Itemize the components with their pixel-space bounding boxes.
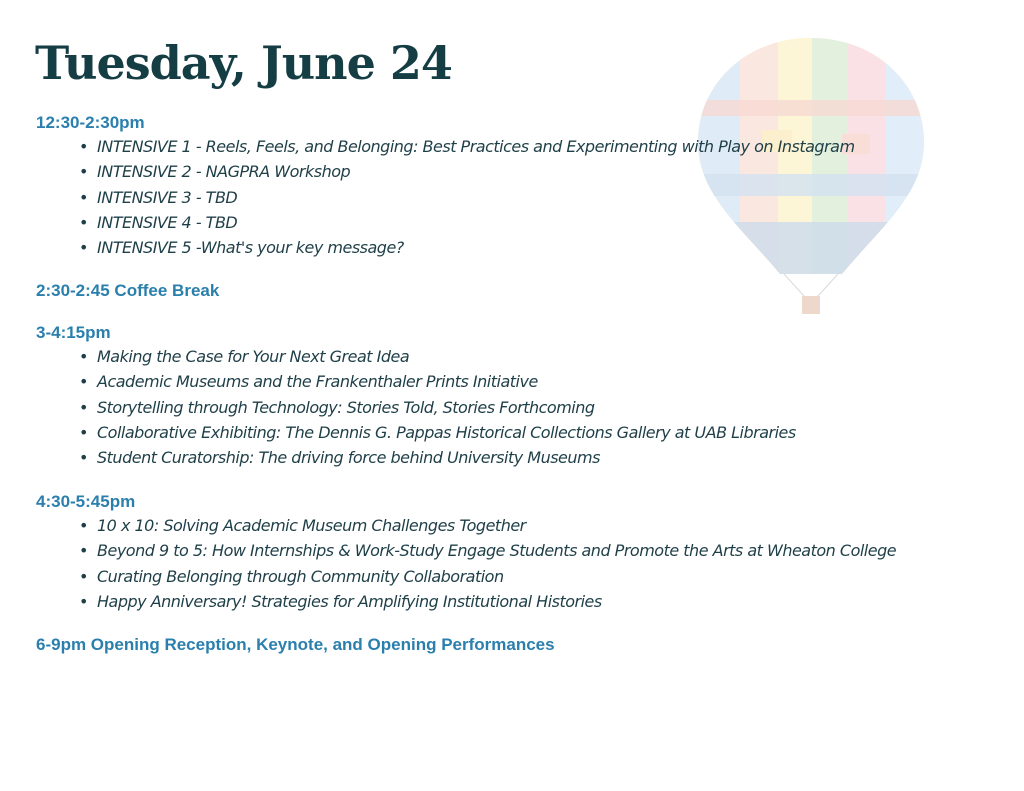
session-item-text: Storytelling through Technology: Stories Told, Stories Forthcoming: [97, 397, 595, 417]
bullet-dot: •: [79, 541, 88, 561]
session-time: 2:30-2:45 Coffee Break: [36, 281, 220, 300]
session-item-text: Beyond 9 to 5: How Internships & Work-Study Engage Students and Promote the Arts at Wheaton College: [97, 541, 897, 561]
session-item: [36, 538, 996, 563]
session-block-3: [36, 322, 996, 470]
session-time: 4:30-5:45pm: [36, 492, 136, 511]
session-item-text: 10 x 10: Solving Academic Museum Challenges Together: [97, 516, 526, 535]
session-item: [36, 420, 996, 445]
session-items: [36, 513, 996, 614]
session-item: [36, 589, 996, 614]
session-item-text: Academic Museums and the Frankenthaler Prints Initiative: [97, 372, 538, 392]
bullet-dot: •: [79, 212, 88, 232]
session-item-text: Collaborative Exhibiting: The Dennis G. Pappas Historical Collections Gallery at UAB Libraries: [97, 422, 796, 442]
bullet-dot: •: [79, 347, 88, 366]
session-item-text: INTENSIVE 4 - TBD: [97, 212, 238, 232]
bullet-dot: •: [79, 162, 88, 182]
bullet-dot: •: [79, 448, 88, 468]
session-block-4: [36, 491, 996, 614]
bullet-dot: •: [79, 516, 88, 535]
bullet-dot: •: [79, 372, 88, 392]
session-item: [36, 564, 996, 589]
bullet-dot: •: [79, 187, 88, 207]
session-item: [36, 235, 996, 260]
session-item: [36, 210, 996, 235]
session-item: [36, 395, 996, 420]
session-item-text: Happy Anniversary! Strategies for Amplifying Institutional Histories: [97, 591, 602, 611]
bullet-dot: •: [79, 397, 88, 417]
session-items: [36, 344, 996, 470]
session-item: [36, 513, 996, 538]
session-item: [36, 134, 996, 159]
session-item-text: INTENSIVE 1 - Reels, Feels, and Belonging: Best Practices and Experimenting with Play on Instagram: [97, 137, 855, 156]
bullet-dot: •: [79, 137, 88, 156]
session-item-text: Curating Belonging through Community Collaboration: [97, 566, 504, 586]
session-time: 12:30-2:30pm: [36, 113, 145, 132]
session-item: [36, 159, 996, 184]
session-item-text: INTENSIVE 5 -What's your key message?: [97, 238, 404, 258]
session-item-text: Student Curatorship: The driving force behind University Museums: [97, 448, 600, 468]
session-block-2: [36, 280, 996, 302]
bullet-dot: •: [79, 422, 88, 442]
session-item-text: Making the Case for Your Next Great Idea: [97, 347, 410, 366]
page-title: Tuesday, June 24: [35, 36, 452, 90]
session-items: [36, 134, 996, 260]
session-item: [36, 185, 996, 210]
session-block-1: [36, 112, 996, 260]
session-item: [36, 369, 996, 394]
session-time: 3-4:15pm: [36, 323, 111, 342]
session-time: 6-9pm Opening Reception, Keynote, and Opening Performances: [36, 635, 555, 654]
bullet-dot: •: [79, 238, 88, 258]
bullet-dot: •: [79, 566, 88, 586]
bullet-dot: •: [79, 591, 88, 611]
session-item: [36, 344, 996, 369]
session-item: [36, 445, 996, 470]
session-item-text: INTENSIVE 3 - TBD: [97, 187, 238, 207]
session-block-5: [36, 634, 996, 656]
session-item-text: INTENSIVE 2 - NAGPRA Workshop: [97, 162, 351, 182]
